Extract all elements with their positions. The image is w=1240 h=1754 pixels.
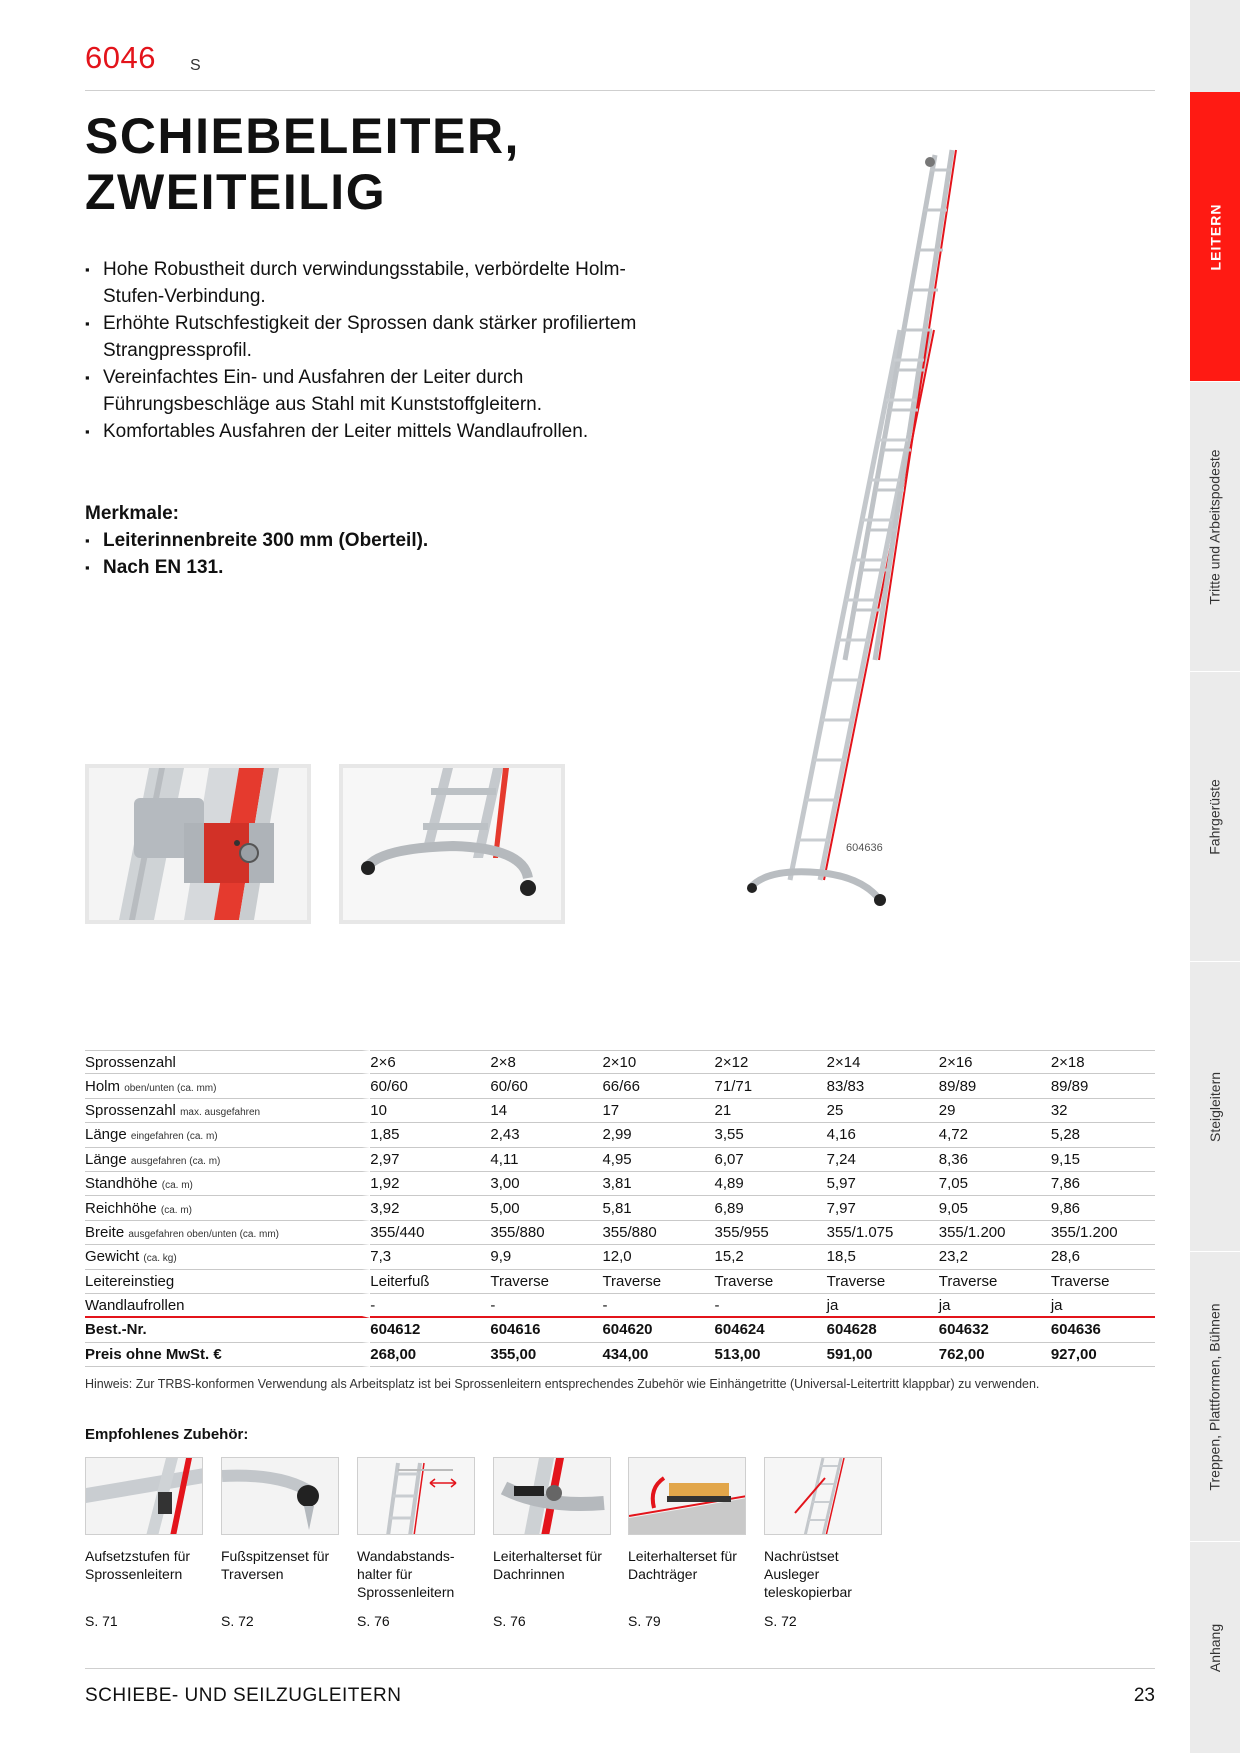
spec-value: 9,86 bbox=[1043, 1196, 1155, 1220]
spec-row bbox=[85, 1074, 1155, 1098]
spec-value: ja bbox=[1043, 1294, 1155, 1318]
spec-value: Traverse bbox=[931, 1270, 1043, 1294]
spec-label bbox=[85, 1196, 370, 1220]
benefit-item: ▪ Erhöhte Rutschfestigkeit der Sprossen dank stärker profiliertem Strangpressprofil. bbox=[85, 310, 645, 364]
accessory-page-ref[interactable]: S. 72 bbox=[764, 1613, 797, 1629]
spec-value: ja bbox=[931, 1294, 1043, 1318]
spec-value: 1,85 bbox=[370, 1123, 482, 1147]
spec-label-text: Gewicht bbox=[85, 1248, 140, 1266]
spec-label-text: Sprossenzahl bbox=[85, 1101, 176, 1119]
spec-label bbox=[85, 1270, 370, 1294]
spec-row bbox=[85, 1123, 1155, 1147]
spec-value: 7,24 bbox=[819, 1148, 931, 1172]
spec-value: 604624 bbox=[707, 1318, 819, 1342]
spec-value: 355/1.200 bbox=[1043, 1221, 1155, 1245]
side-tab-label: Fahrgerüste bbox=[1207, 778, 1224, 855]
spec-value: Traverse bbox=[482, 1270, 594, 1294]
spec-value: 3,81 bbox=[594, 1172, 706, 1196]
spec-label-text: Reichhöhe bbox=[85, 1199, 157, 1217]
spec-row bbox=[85, 1148, 1155, 1172]
spec-value: 3,55 bbox=[707, 1123, 819, 1147]
spec-value: - bbox=[594, 1294, 706, 1318]
spec-value: 89/89 bbox=[931, 1074, 1043, 1098]
spec-value: - bbox=[707, 1294, 819, 1318]
spec-value: 6,89 bbox=[707, 1196, 819, 1220]
accessory-page-ref[interactable]: S. 76 bbox=[493, 1613, 526, 1629]
spec-value: 14 bbox=[482, 1099, 594, 1123]
accessory-item[interactable] bbox=[85, 1457, 205, 1603]
spec-unit: eingefahren (ca. m) bbox=[130, 1131, 218, 1143]
side-tab-anhang[interactable] bbox=[1190, 1542, 1240, 1754]
feature-item: ▪ Leiterinnenbreite 300 mm (Oberteil). bbox=[85, 527, 428, 554]
spec-row bbox=[85, 1245, 1155, 1269]
spec-value: Traverse bbox=[1043, 1270, 1155, 1294]
spec-value: 2×14 bbox=[819, 1050, 931, 1074]
accessory-label: Wandabstands-halter für Sprossenleitern bbox=[357, 1548, 455, 1600]
spec-value: Leiterfuß bbox=[370, 1270, 482, 1294]
spec-label bbox=[85, 1221, 370, 1245]
spec-label-text: Standhöhe bbox=[85, 1175, 158, 1193]
spec-label-text: Sprossenzahl bbox=[85, 1053, 176, 1071]
spec-value: 2×18 bbox=[1043, 1050, 1155, 1074]
accessory-image-dachrinnen bbox=[493, 1457, 611, 1535]
spec-value: 2×16 bbox=[931, 1050, 1043, 1074]
spec-value: 604628 bbox=[819, 1318, 931, 1342]
accessory-item[interactable] bbox=[221, 1457, 341, 1603]
spec-label bbox=[85, 1343, 370, 1367]
spec-value: 604636 bbox=[1043, 1318, 1155, 1342]
page-number: 23 bbox=[1133, 1685, 1155, 1706]
spec-value: Traverse bbox=[819, 1270, 931, 1294]
spec-value: 15,2 bbox=[707, 1245, 819, 1269]
spec-value: 355/440 bbox=[370, 1221, 482, 1245]
spec-label-text: Breite bbox=[85, 1223, 125, 1241]
features-list bbox=[85, 527, 428, 581]
spec-unit: max. ausgefahren bbox=[180, 1106, 261, 1118]
side-tab-treppen[interactable] bbox=[1190, 1252, 1240, 1542]
spec-value: 9,05 bbox=[931, 1196, 1043, 1220]
spec-value: 3,00 bbox=[482, 1172, 594, 1196]
spec-value: 7,86 bbox=[1043, 1172, 1155, 1196]
spec-label-text: Holm bbox=[85, 1077, 121, 1095]
spec-value: 604632 bbox=[931, 1318, 1043, 1342]
accessory-image-dachtraeger bbox=[628, 1457, 746, 1535]
spec-label bbox=[85, 1245, 370, 1269]
spec-label bbox=[85, 1318, 370, 1342]
spec-unit: ausgefahren (ca. m) bbox=[130, 1155, 221, 1167]
spec-value: 5,97 bbox=[819, 1172, 931, 1196]
spec-label bbox=[85, 1050, 370, 1074]
spec-value: 355/880 bbox=[594, 1221, 706, 1245]
benefit-item: ▪ Hohe Robustheit durch verwindungsstabile, verbördelte Holm-Stufen-Verbindung. bbox=[85, 256, 645, 310]
spec-value: 1,92 bbox=[370, 1172, 482, 1196]
spec-value: 17 bbox=[594, 1099, 706, 1123]
spec-label bbox=[85, 1123, 370, 1147]
spec-value: 12,0 bbox=[594, 1245, 706, 1269]
spec-value: 268,00 bbox=[370, 1343, 482, 1367]
page-title bbox=[85, 108, 685, 220]
spec-value: 762,00 bbox=[931, 1343, 1043, 1367]
side-tab-label: Tritte und Arbeitspodeste bbox=[1207, 448, 1224, 605]
fussspitzenset-illustration bbox=[222, 1458, 339, 1535]
dachrinnen-illustration bbox=[494, 1458, 611, 1535]
spec-value: 434,00 bbox=[594, 1343, 706, 1367]
spec-value: 513,00 bbox=[707, 1343, 819, 1367]
footer-section-title: SCHIEBE- UND SEILZUGLEITERN bbox=[85, 1685, 402, 1706]
spec-unit: (ca. m) bbox=[161, 1180, 193, 1192]
spec-label-text: Wandlaufrollen bbox=[85, 1296, 185, 1314]
spec-value: 4,89 bbox=[707, 1172, 819, 1196]
aufsetzstufen-illustration bbox=[86, 1458, 203, 1535]
spec-value: 591,00 bbox=[819, 1343, 931, 1367]
accessory-label: Nachrüstset Ausleger teleskopierbar bbox=[764, 1548, 852, 1600]
accessory-page-ref[interactable]: S. 71 bbox=[85, 1613, 118, 1629]
product-code-suffix: S bbox=[190, 57, 201, 74]
spec-row bbox=[85, 1318, 1155, 1342]
spec-label-text: Best.-Nr. bbox=[85, 1321, 147, 1339]
spec-value: 4,11 bbox=[482, 1148, 594, 1172]
spec-value: - bbox=[370, 1294, 482, 1318]
spec-value: 927,00 bbox=[1043, 1343, 1155, 1367]
spec-unit: oben/unten (ca. mm) bbox=[124, 1082, 217, 1094]
side-tab-label: Steigleitern bbox=[1207, 1071, 1224, 1142]
spec-row bbox=[85, 1050, 1155, 1074]
title-line-1: SCHIEBELEITER, bbox=[85, 108, 520, 164]
accessory-label: Leiterhalterset für Dachträger bbox=[628, 1548, 737, 1582]
side-nav bbox=[1190, 0, 1240, 1754]
spec-value: 71/71 bbox=[707, 1074, 819, 1098]
spec-row bbox=[85, 1172, 1155, 1196]
accessory-page-ref[interactable]: S. 72 bbox=[221, 1613, 254, 1629]
spec-value: 83/83 bbox=[819, 1074, 931, 1098]
spec-label-text: Länge bbox=[85, 1150, 127, 1168]
accessory-item[interactable] bbox=[493, 1457, 613, 1603]
feature-item: ▪ Nach EN 131. bbox=[85, 554, 428, 581]
spec-label bbox=[85, 1148, 370, 1172]
ausleger-illustration bbox=[765, 1458, 882, 1535]
spec-row bbox=[85, 1294, 1155, 1318]
benefit-item: ▪ Komfortables Ausfahren der Leiter mittels Wandlaufrollen. bbox=[85, 418, 645, 445]
accessory-label: Aufsetzstufen für Sprossenleitern bbox=[85, 1548, 191, 1582]
spec-row bbox=[85, 1343, 1155, 1367]
accessory-page-ref[interactable]: S. 76 bbox=[357, 1613, 390, 1629]
spec-value: 2,99 bbox=[594, 1123, 706, 1147]
spec-label bbox=[85, 1074, 370, 1098]
spec-row bbox=[85, 1221, 1155, 1245]
spec-value: 2×10 bbox=[594, 1050, 706, 1074]
wandabstandshalter-illustration bbox=[358, 1458, 475, 1535]
side-tab-label: LEITERN bbox=[1207, 203, 1224, 270]
spec-value: 355/955 bbox=[707, 1221, 819, 1245]
spec-value: 355,00 bbox=[482, 1343, 594, 1367]
spec-value: 2,97 bbox=[370, 1148, 482, 1172]
spec-label bbox=[85, 1099, 370, 1123]
side-tab-fahrgerueste[interactable] bbox=[1190, 672, 1240, 962]
spec-label-text: Preis ohne MwSt. € bbox=[85, 1345, 222, 1363]
spec-value: 355/1.200 bbox=[931, 1221, 1043, 1245]
spec-value: 7,97 bbox=[819, 1196, 931, 1220]
spec-value: 4,95 bbox=[594, 1148, 706, 1172]
spec-value: 355/880 bbox=[482, 1221, 594, 1245]
accessory-label: Fußspitzenset für Traversen bbox=[221, 1548, 330, 1582]
spec-value: 2×8 bbox=[482, 1050, 594, 1074]
title-line-2: ZWEITEILIG bbox=[85, 164, 387, 220]
product-image-label: 604636 bbox=[846, 842, 883, 854]
spec-value: 355/1.075 bbox=[819, 1221, 931, 1245]
accessory-label: Leiterhalterset für Dachrinnen bbox=[493, 1548, 602, 1582]
accessory-image-fussspitzenset bbox=[221, 1457, 339, 1535]
dachtraeger-illustration bbox=[629, 1458, 746, 1535]
spec-label-text: Länge bbox=[85, 1126, 127, 1144]
side-tab-leitern[interactable] bbox=[1190, 92, 1240, 382]
detail-image-guide-fitting bbox=[85, 764, 311, 924]
detail-image-traverse bbox=[339, 764, 565, 924]
spec-value: 66/66 bbox=[594, 1074, 706, 1098]
header-divider bbox=[85, 90, 1155, 91]
spec-value: 23,2 bbox=[931, 1245, 1043, 1269]
spec-row bbox=[85, 1099, 1155, 1123]
spec-value: 8,36 bbox=[931, 1148, 1043, 1172]
accessory-image-wandabstandshalter bbox=[357, 1457, 475, 1535]
spec-value: 3,92 bbox=[370, 1196, 482, 1220]
spec-unit: (ca. kg) bbox=[143, 1253, 177, 1265]
spec-label bbox=[85, 1294, 370, 1318]
product-code: 6046 bbox=[85, 40, 156, 75]
guide-fitting-illustration bbox=[89, 768, 307, 920]
accessory-item[interactable] bbox=[628, 1457, 748, 1603]
spec-value: 4,16 bbox=[819, 1123, 931, 1147]
spec-value: 21 bbox=[707, 1099, 819, 1123]
traverse-illustration bbox=[343, 768, 561, 920]
side-tab-tritte[interactable] bbox=[1190, 382, 1240, 672]
spec-value: 604616 bbox=[482, 1318, 594, 1342]
spec-value: 2×6 bbox=[370, 1050, 482, 1074]
spec-value: 18,5 bbox=[819, 1245, 931, 1269]
spec-value: 32 bbox=[1043, 1099, 1155, 1123]
spec-value: 10 bbox=[370, 1099, 482, 1123]
features-heading: Merkmale: bbox=[85, 503, 179, 524]
specs-table bbox=[85, 1050, 1155, 1367]
spec-value: 7,3 bbox=[370, 1245, 482, 1269]
spec-value: Traverse bbox=[707, 1270, 819, 1294]
spec-value: 604620 bbox=[594, 1318, 706, 1342]
side-tab-steigleitern[interactable] bbox=[1190, 962, 1240, 1252]
spec-value: 25 bbox=[819, 1099, 931, 1123]
accessory-item[interactable] bbox=[357, 1457, 477, 1603]
accessory-item[interactable] bbox=[764, 1457, 884, 1603]
spec-value: 89/89 bbox=[1043, 1074, 1155, 1098]
benefit-item: ▪ Vereinfachtes Ein- und Ausfahren der Leiter durch Führungsbeschläge aus Stahl mit Kunststoffgleitern. bbox=[85, 364, 645, 418]
spec-label bbox=[85, 1172, 370, 1196]
spec-value: 60/60 bbox=[482, 1074, 594, 1098]
spec-unit: (ca. m) bbox=[160, 1204, 192, 1216]
spec-unit: ausgefahren oben/unten (ca. mm) bbox=[128, 1228, 280, 1240]
side-tab-label: Anhang bbox=[1207, 1623, 1223, 1672]
spec-value: 2×12 bbox=[707, 1050, 819, 1074]
spec-value: 4,72 bbox=[931, 1123, 1043, 1147]
benefit-list bbox=[85, 256, 645, 445]
spec-value: 28,6 bbox=[1043, 1245, 1155, 1269]
spec-value: 29 bbox=[931, 1099, 1043, 1123]
usage-note: Hinweis: Zur TRBS-konformen Verwendung als Arbeitsplatz ist bei Sprossenleitern entsprechendes Zubehör wie Einhängetritte (Universal-Leitertritt klappbar) zu verwenden. bbox=[85, 1377, 1040, 1391]
spec-value: 9,15 bbox=[1043, 1148, 1155, 1172]
spec-value: 604612 bbox=[370, 1318, 482, 1342]
accessory-image-ausleger bbox=[764, 1457, 882, 1535]
footer-divider bbox=[85, 1668, 1155, 1669]
spec-value: 2,43 bbox=[482, 1123, 594, 1147]
spec-value: 7,05 bbox=[931, 1172, 1043, 1196]
accessory-image-aufsetzstufen bbox=[85, 1457, 203, 1535]
sliding-ladder-illustration bbox=[740, 140, 980, 910]
side-tab-label: Treppen, Plattformen, Bühnen bbox=[1207, 1302, 1224, 1491]
spec-value: 5,28 bbox=[1043, 1123, 1155, 1147]
spec-label-text: Leitereinstieg bbox=[85, 1272, 175, 1290]
spec-value: 9,9 bbox=[482, 1245, 594, 1269]
spec-value: 5,81 bbox=[594, 1196, 706, 1220]
spec-value: 60/60 bbox=[370, 1074, 482, 1098]
accessory-page-ref[interactable]: S. 79 bbox=[628, 1613, 661, 1629]
spec-value: ja bbox=[819, 1294, 931, 1318]
accessories-heading: Empfohlenes Zubehör: bbox=[85, 1426, 249, 1443]
spec-value: - bbox=[482, 1294, 594, 1318]
spec-row bbox=[85, 1270, 1155, 1294]
spec-row bbox=[85, 1196, 1155, 1220]
spec-value: Traverse bbox=[594, 1270, 706, 1294]
spec-value: 5,00 bbox=[482, 1196, 594, 1220]
spec-value: 6,07 bbox=[707, 1148, 819, 1172]
